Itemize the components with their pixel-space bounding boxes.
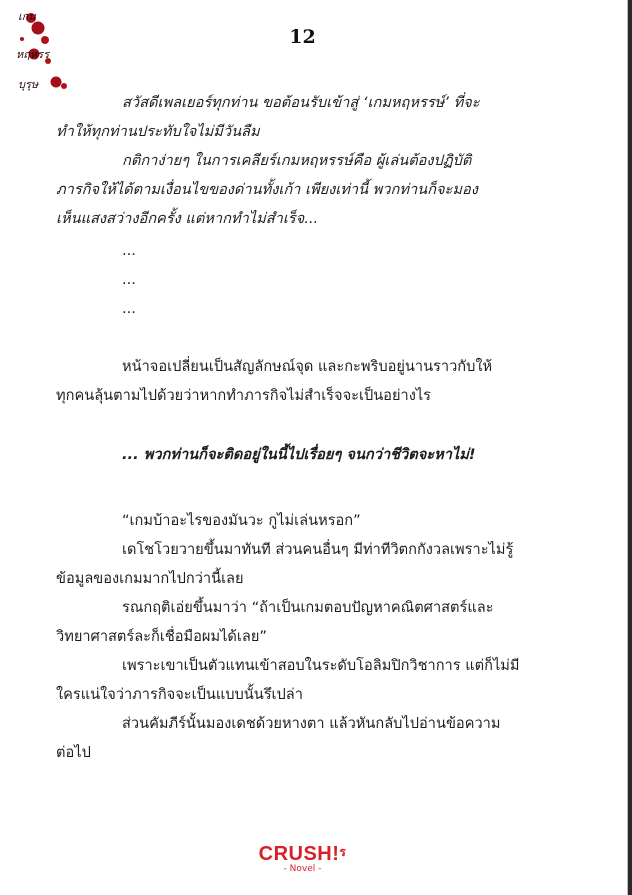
ellipsis-line: ... [122, 271, 136, 288]
paragraph-line: เดโชโวยวายขึ้นมาทันที ส่วนคนอื่นๆ มีท่าทีวิตกกังวลเพราะไม่รู้ [122, 541, 514, 558]
publisher-brand-tail: ร [339, 845, 347, 859]
logo-line-1: เกม [18, 10, 36, 23]
publisher-subtitle: - Novel - [283, 864, 322, 874]
paragraph-line: ข้อมูลของเกมมากไปกว่านี้เลย [56, 570, 244, 587]
ellipsis-line: ... [122, 242, 136, 259]
paragraph-ronnakrit [56, 593, 542, 651]
paragraph-line: ภารกิจให้ได้ตามเงื่อนไขของด่านทั้งเก้า เพียงเท่านี้ พวกท่านก็จะมอง [56, 181, 478, 198]
paragraph-rules [56, 146, 542, 233]
paragraph-line: หน้าจอเปลี่ยนเป็นสัญลักษณ์จุด และกะพริบอยู่นานราวกับให้ [122, 358, 493, 375]
paragraph-line: เห็นแสงสว่างอีกครั้ง แต่หากทำไม่สำเร็จ... [56, 210, 319, 227]
logo-line-2: หฤหรร [16, 48, 49, 61]
paragraph-line: ส่วนคัมภีร์นั้นมองเดชด้วยหางตา แล้วหันกลับไปอ่านข้อความ [122, 715, 501, 732]
logo-line-3: บุรุษ [18, 78, 39, 91]
paragraph-kampee [56, 709, 542, 767]
paragraph-line: ต่อไป [56, 744, 91, 761]
paragraph-line: ทุกคนลุ้นตามไปด้วยว่าหากทำภารกิจไม่สำเร็จจะเป็นอย่างไร [56, 387, 431, 404]
page-number: 12 [289, 26, 316, 48]
paragraph-decho-reaction [56, 535, 542, 593]
ellipsis-block [122, 236, 542, 323]
paragraph-line: เพราะเขาเป็นตัวแทนเข้าสอบในระดับโอลิมปิกวิชาการ แต่ก็ไม่มี [122, 657, 520, 674]
paragraph-olympiad [56, 651, 542, 709]
paragraph-warning [122, 440, 542, 469]
page-edge [628, 0, 632, 895]
book-logo-art [12, 6, 72, 98]
paragraph-line: วิทยาศาสตร์ละก็เชื่อมือผมได้เลย” [56, 628, 267, 645]
paragraph-line: ใครแน่ใจว่าภารกิจจะเป็นแบบนั้นรึเปล่า [56, 686, 303, 703]
paragraph-line: “เกมบ้าอะไรของมันวะ กูไม่เล่นหรอก” [122, 512, 361, 529]
paragraph-welcome [56, 88, 542, 146]
book-logo [12, 6, 72, 98]
publisher-brand: CRUSH! [258, 843, 340, 865]
paragraph-line: กติกาง่ายๆ ในการเคลียร์เกมหฤหรรษ์คือ ผู้เล่นต้องปฏิบัติ [122, 152, 472, 169]
publisher-logo [0, 843, 605, 874]
ellipsis-line: ... [122, 300, 136, 317]
paragraph-screen-change [56, 352, 542, 410]
paragraph-line: รณกฤติเอ่ยขึ้นมาว่า “ถ้าเป็นเกมตอบปัญหาคณิตศาสตร์และ [122, 599, 494, 616]
paragraph-line: ทำให้ทุกท่านประทับใจไม่มีวันลืม [56, 123, 260, 140]
paragraph-quote-decho [122, 506, 542, 535]
paragraph-line: ... พวกท่านก็จะติดอยู่ในนี้ไปเรื่อยๆ จนกว่าชีวิตจะหาไม่! [122, 446, 476, 463]
paragraph-line: สวัสดีเพลเยอร์ทุกท่าน ขอต้อนรับเข้าสู่ ‘เกมหฤหรรษ์’ ที่จะ [122, 94, 480, 111]
